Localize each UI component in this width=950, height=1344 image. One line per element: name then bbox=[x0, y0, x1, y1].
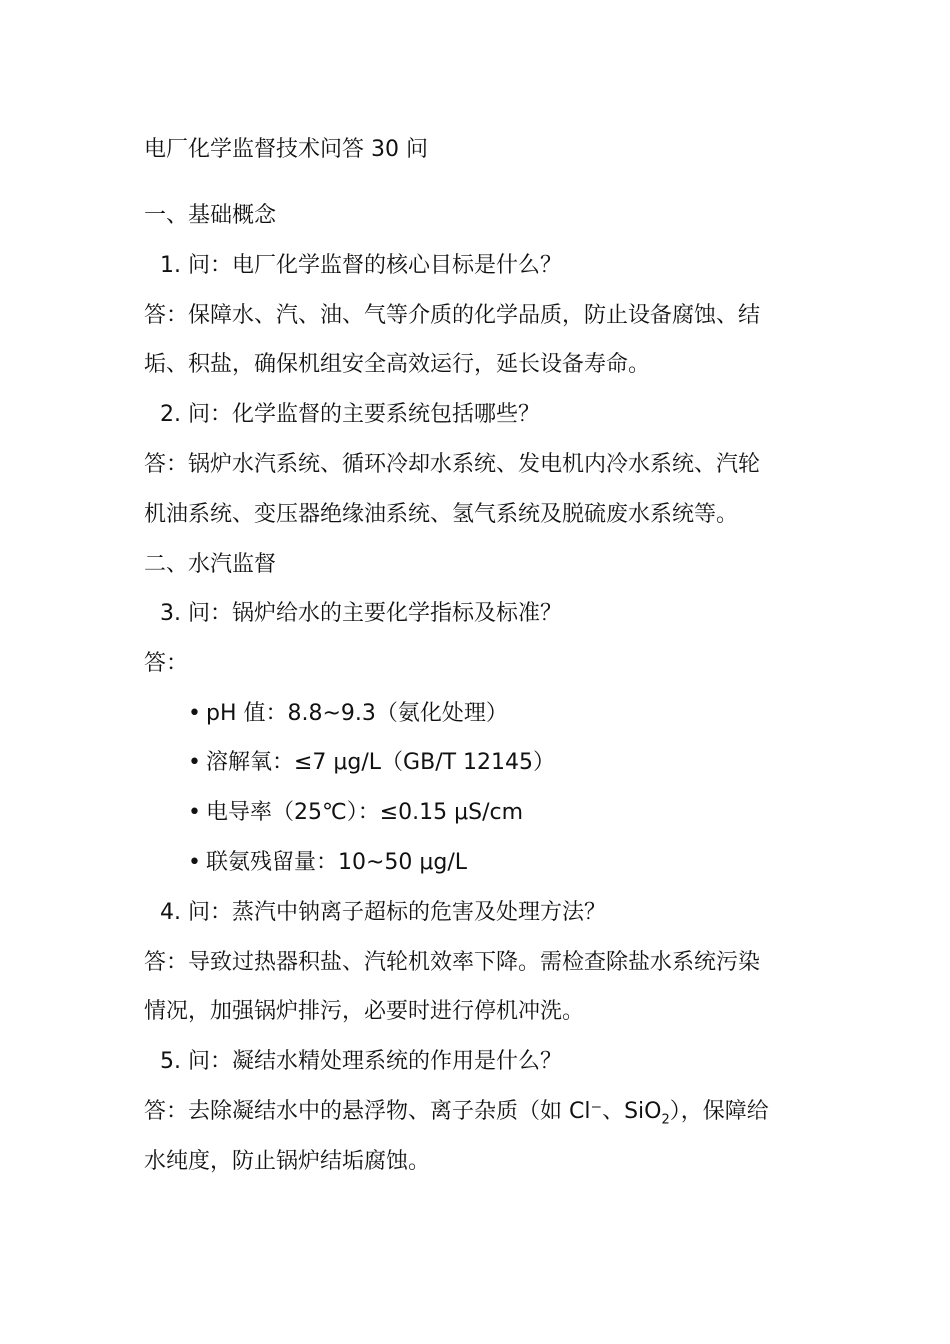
answer-5-text-post: ），保障给 bbox=[669, 1099, 769, 1124]
answer-5-line-2: 水纯度，防止锅炉结垢腐蚀。 bbox=[144, 1149, 431, 1174]
answer-3-label: 答： bbox=[144, 651, 189, 676]
answer-4-line-2: 情况，加强锅炉排污，必要时进行停机冲洗。 bbox=[144, 999, 585, 1024]
section-heading-water-steam: 二、水汽监督 bbox=[144, 552, 277, 577]
answer-1-line-2: 垢、积盐，确保机组安全高效运行，延长设备寿命。 bbox=[144, 352, 651, 377]
answer-4-line-1: 答：导致过热器积盐、汽轮机效率下降。需检查除盐水系统污染 bbox=[144, 950, 761, 975]
question-3: 3. 问：锅炉给水的主要化学指标及标准？ bbox=[160, 601, 562, 626]
question-1: 1. 问：电厂化学监督的核心目标是什么？ bbox=[160, 253, 562, 278]
document-title: 电厂化学监督技术问答 30 问 bbox=[144, 137, 428, 162]
bullet-text: 电导率（25℃）：≤0.15 μS/cm bbox=[206, 800, 524, 825]
bullet-icon: • bbox=[188, 701, 201, 726]
question-5: 5. 问：凝结水精处理系统的作用是什么？ bbox=[160, 1049, 562, 1074]
section-heading-basics: 一、基础概念 bbox=[144, 203, 277, 228]
answer-2-line-1: 答：锅炉水汽系统、循环冷却水系统、发电机内冷水系统、汽轮 bbox=[144, 452, 761, 477]
bullet-icon: • bbox=[188, 850, 201, 875]
bullet-text: 溶解氧：≤7 μg/L（GB/T 12145） bbox=[206, 750, 556, 775]
bullet-text: pH 值：8.8~9.3（氨化处理） bbox=[206, 701, 508, 726]
answer-1-line-1: 答：保障水、汽、油、气等介质的化学品质，防止设备腐蚀、结 bbox=[144, 303, 761, 328]
bullet-item-dissolved-oxygen bbox=[188, 748, 555, 778]
question-4: 4. 问：蒸汽中钠离子超标的危害及处理方法？ bbox=[160, 900, 606, 925]
bullet-item-hydrazine bbox=[188, 848, 467, 878]
bullet-icon: • bbox=[188, 750, 201, 775]
answer-5-line-1 bbox=[144, 1097, 769, 1127]
answer-2-line-2: 机油系统、变压器绝缘油系统、氢气系统及脱硫废水系统等。 bbox=[144, 502, 739, 527]
bullet-item-ph bbox=[188, 699, 508, 729]
bullet-item-conductivity bbox=[188, 798, 523, 828]
bullet-text: 联氨残留量：10~50 μg/L bbox=[206, 850, 468, 875]
answer-5-subscript: 2 bbox=[661, 1112, 670, 1128]
bullet-icon: • bbox=[188, 800, 201, 825]
question-2: 2. 问：化学监督的主要系统包括哪些？ bbox=[160, 402, 540, 427]
answer-5-text-pre: 答：去除凝结水中的悬浮物、离子杂质（如 Cl⁻、SiO bbox=[144, 1099, 662, 1124]
